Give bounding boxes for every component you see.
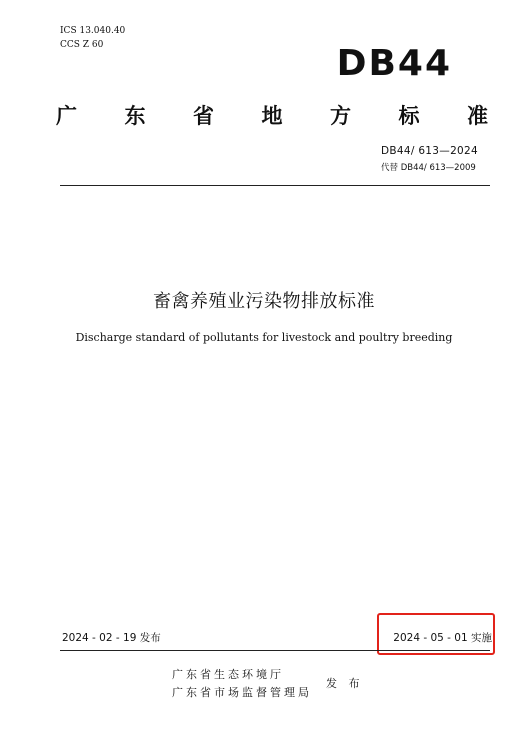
db44-logo: DB44 bbox=[336, 43, 452, 84]
publish-label: 发 布 bbox=[326, 677, 364, 690]
title-char: 省 bbox=[193, 104, 214, 128]
document-title-en: Discharge standard of pollutants for livestock and poultry breeding bbox=[75, 331, 453, 344]
issuer-market-regulation-bureau: 广东省市场监督管理局 bbox=[172, 686, 312, 699]
issue-date: 2024 - 02 - 19 发布 bbox=[62, 632, 161, 644]
standard-code: DB44/ 613—2024 bbox=[381, 145, 478, 157]
title-char: 方 bbox=[330, 104, 351, 128]
title-char: 标 bbox=[398, 104, 420, 128]
title-char: 准 bbox=[467, 104, 488, 128]
header-divider bbox=[60, 185, 490, 186]
issuer-ecology-department: 广东省生态环境厅 bbox=[172, 668, 284, 681]
standard-code-block bbox=[381, 145, 478, 173]
replaced-standard: 代替 DB44/ 613—2009 bbox=[381, 163, 476, 173]
issuing-authorities bbox=[172, 666, 312, 702]
title-char: 地 bbox=[261, 104, 283, 128]
ics-code: ICS 13.040.40 bbox=[60, 26, 126, 36]
implementation-date-highlight bbox=[377, 613, 495, 655]
title-char: 东 bbox=[124, 104, 146, 128]
implementation-date: 2024 - 05 - 01 实施 bbox=[393, 632, 492, 644]
ccs-code: CCS Z 60 bbox=[60, 40, 104, 50]
title-char: 广 bbox=[56, 104, 77, 128]
document-title-cn: 畜禽养殖业污染物排放标准 bbox=[153, 291, 375, 312]
classification-codes bbox=[60, 24, 125, 52]
footer-divider bbox=[60, 650, 490, 651]
standard-type-title bbox=[56, 100, 488, 130]
